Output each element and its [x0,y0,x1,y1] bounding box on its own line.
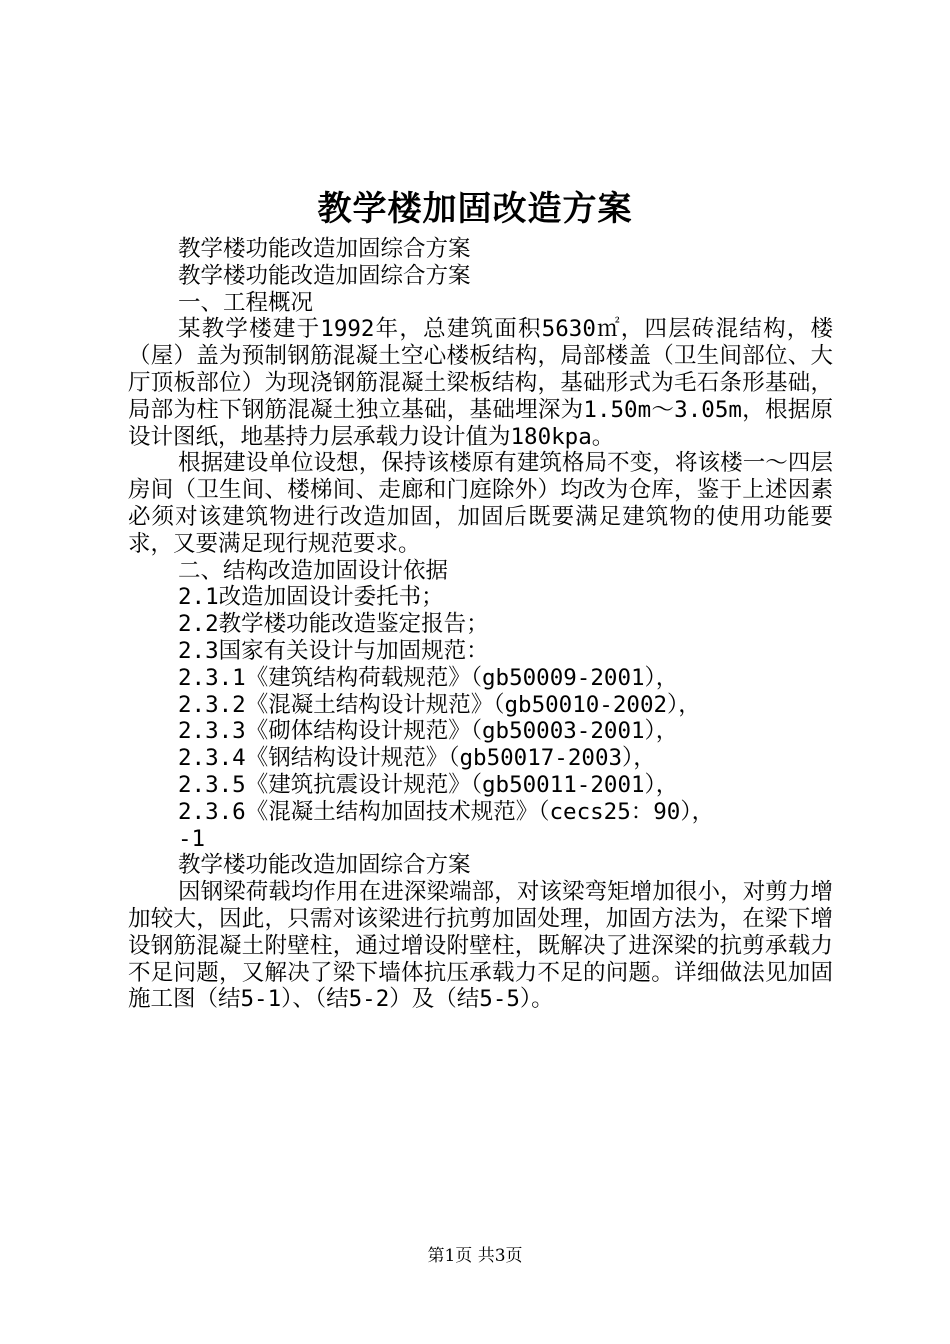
subtitle-line: 教学楼功能改造加固综合方案 [178,262,471,289]
basis-item: 2.3.6《混凝土结构加固技术规范》（cecs25：90）， [178,798,715,825]
page-footer: 第1页 共3页 [427,1246,523,1266]
basis-item: 2.3.5《建筑抗震设计规范》（gb50011-2001）， [178,771,679,798]
basis-item: 2.3.4《钢结构设计规范》（gb50017-2003）， [178,745,656,772]
document-body [128,236,833,1013]
basis-item: 2.3.3《砌体结构设计规范》（gb50003-2001）， [178,718,679,745]
subtitle-line: 教学楼功能改造加固综合方案 [178,236,471,262]
paragraph-overview: 某教学楼建于1992年，总建筑面积5630㎡，四层砖混结构，楼（屋）盖为预制钢筋混凝土空心楼板结构，局部楼盖（卫生间部位、大厅顶板部位）为现浇钢筋混凝土梁板结构，基础形式为毛石条形基础，局部为柱下钢筋混凝土独立基础，基础埋深为1.50m～3.05m，根据原设计图纸，地基持力层承载力设计值为180kpa。 [128,316,833,450]
page-marker: -1 [178,825,206,852]
repeat-heading: 教学楼功能改造加固综合方案 [178,852,471,879]
basis-item: 2.3国家有关设计与加固规范： [178,637,489,664]
basis-item: 2.3.2《混凝土结构设计规范》（gb50010-2002）， [178,691,701,718]
basis-item: 2.1改造加固设计委托书； [178,584,444,611]
paragraph-reinforcement: 因钢梁荷载均作用在进深梁端部，对该梁弯矩增加很小，对剪力增加较大，因此，只需对该梁进行抗剪加固处理，加固方法为，在梁下增设钢筋混凝土附壁柱，通过增设附壁柱，既解决了进深梁的抗剪承载力不足问题，又解决了梁下墙体抗压承载力不足的问题。详细做法见加固施工图（结5-1）、（结5-2）及（结5-5）。 [128,879,833,1013]
basis-item: 2.3.1《建筑结构荷载规范》（gb50009-2001）， [178,664,679,691]
section-heading-1: 一、工程概况 [178,289,314,316]
basis-item: 2.2教学楼功能改造鉴定报告； [178,611,489,638]
section-heading-2: 二、结构改造加固设计依据 [178,557,449,584]
paragraph-plan: 根据建设单位设想，保持该楼原有建筑格局不变，将该楼一～四层房间（卫生间、楼梯间、走廊和门庭除外）均改为仓库，鉴于上述因素必须对该建筑物进行改造加固，加固后既要满足建筑物的使用功能要求，又要满足现行规范要求。 [128,450,833,557]
document-title: 教学楼加固改造方案 [317,189,633,229]
